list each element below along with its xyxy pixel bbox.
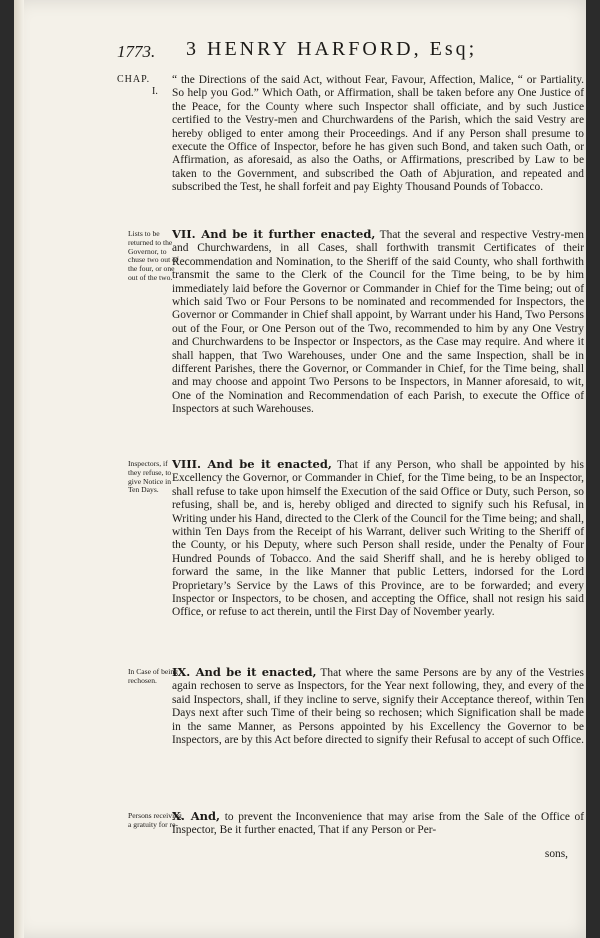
section-8 xyxy=(172,458,584,620)
section-9-text: That where the same Persons are by any of the Vestries again rechosen to serve as Inspectors, for the Year next following, they, and every of the said Inspectors, shall, if they incline to serve, signify their Acceptance thereof, within Ten Days next after such Time of their being so rechosen; which Signification shall be made in the same Manner, as Persons appointed by his Excellency the Governor to be Inspectors, are by this Act before directed to signify their Refusal to accept of such Office. xyxy=(172,667,584,747)
section-8-text: That if any Person, who shall be appointed by his Excellency the Governor, or Commander in Chief, for the Time being, to be an Inspector, shall refuse to take upon himself the Execution of the said Office or Duty, such Person, so refusing, shall be, and is, hereby obliged and directed to signify such his Refusal, in Writing under his Hand, directed to the Clerk of the Council for the Time being; and shall, within Ten Days from the Receipt of his Warrant, deliver such Writing to the Sheriff of the County, or his Deputy, where such Person shall reside, under the Penalty of Four Hundred Pounds of Tobacco. And the said Sheriff shall, and he is hereby obliged to forward the same, in the like Manner that public Letters, indorsed for the Lord Proprietary’s Service by the Laws of this Province, are to be forwarded; and every Inspector or Inspectors, to be chosen, and accepting the Office, shall not resign his said Office, or refuse to act therein, until the First Day of November yearly. xyxy=(172,459,584,619)
section-9 xyxy=(172,666,584,747)
catchword: sons, xyxy=(544,848,568,860)
header-year: 1773. xyxy=(117,42,156,61)
section-8-heading: VIII. And be it enacted, xyxy=(172,457,332,471)
section-7-heading: VII. And be it further enacted, xyxy=(172,227,376,241)
margin-note-section-7: Lists to be returned to the Governor, to chuse two out of the four, or one out of the two. xyxy=(128,229,179,282)
paragraph-continuation xyxy=(172,74,584,195)
document-page xyxy=(14,0,586,938)
page-gutter-shadow xyxy=(14,0,24,938)
chap-number: I. xyxy=(152,86,158,97)
section-10-heading: X. And, xyxy=(172,809,221,823)
section-7 xyxy=(172,228,584,417)
page-header xyxy=(14,38,586,68)
chap-label: CHAP. xyxy=(117,74,151,85)
section-9-heading: IX. And be it enacted, xyxy=(172,665,317,679)
margin-note-section-9: In Case of being rechosen. xyxy=(128,667,178,685)
margin-note-section-8: Inspectors, if they refuse, to give Notice in Ten Days. xyxy=(128,459,172,495)
paragraph-text: “ the Directions of the said Act, without Fear, Favour, Affection, Malice, “ or Partiality. So help you God.” Which Oath, or Affirmation, shall be taken before any One Justice of the Peace, for the County where such Inspector shall officiate, and by such Justice certified to the Vestry-men and Churchwardens of the Parish, which the said Vestry are hereby obliged to enter among their Proceedings. And if any Person shall presume to execute the Office of Inspector, before he has given such Bond, and taken such Oath, or Affirmation, as aforesaid, as also the Oaths, or Affirmations, prescribed by Law to be taken to the Government, and subscribed the Oath of Abjuration, and repeated and subscribed the Test, he shall forfeit and pay Eighty Thousand Pounds of Tobacco. xyxy=(172,74,584,194)
section-7-text: That the several and respective Vestry-men and Churchwardens, in all Cases, shall forthwith transmit Certificates of their Recommendation and Nomination, to the Sheriff of the said County, who shall forthwith transmit the same to the Clerk of the Council for the Time being, to be by him immediately laid before the Governor or Commander in Chief for the Time being; out of which said Two or Four Persons to be nominated and recommended for Inspectors, the Governor or Commander in Chief shall appoint, by Warrant under his Hand, Two Persons out of the Four, or One Person out of the Two, recommended to him by any One Vestry and Churchwardens to be Inspector or Inspectors, as the Case may require. And where it shall happen, that Two Warehouses, under One and the same Inspection, shall be in different Parishes, there the Governor, or Commander in Chief, for the Time being, shall and may choose and appoint Two Persons to be Inspectors, in Manner aforesaid, to wit, One of the Nomination and Recommendation of each Parish, to execute the Office of Inspectors at such Warehouses. xyxy=(172,229,584,416)
running-title: 3 HENRY HARFORD, Esq; xyxy=(186,38,478,60)
section-10 xyxy=(172,810,584,838)
margin-note-section-10: Persons receiving a gratuity for re- xyxy=(128,811,182,829)
section-10-text: to prevent the Inconvenience that may arise from the Sale of the Office of Inspector, Be it further enacted, That if any Person or Per- xyxy=(172,811,585,837)
